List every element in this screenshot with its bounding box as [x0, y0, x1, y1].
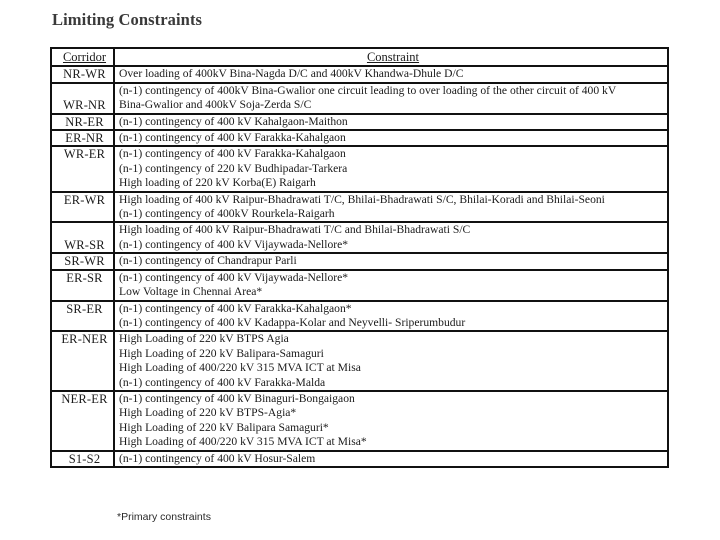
footnote: *Primary constraints — [117, 511, 211, 523]
constraint-cell — [114, 192, 668, 223]
constraint-line: (n-1) contingency of 400 kV Kadappa-Kolar and Neyvelli- Sriperumbudur — [119, 315, 466, 329]
table-row — [51, 451, 668, 467]
corridor-label: NER-ER — [61, 391, 108, 406]
constraint-line: High Loading of 220 kV Balipara Samaguri* — [119, 420, 329, 434]
corridor-cell — [51, 451, 114, 467]
constraint-line: High Loading of 220 kV BTPS-Agia* — [119, 406, 297, 420]
constraint-line: (n-1) contingency of 400 kV Farakka-Kahalgaon — [119, 131, 346, 145]
constraints-table-body — [51, 66, 668, 467]
corridor-label: NR-WR — [63, 67, 106, 82]
table-row — [51, 301, 668, 332]
constraint-cell — [114, 66, 668, 82]
table-row — [51, 83, 668, 114]
constraint-line: Over loading of 400kV Bina-Nagda D/C and 400kV Khandwa-Dhule D/C — [119, 67, 464, 81]
constraint-line: High loading of 220 kV Korba(E) Raigarh — [119, 176, 316, 190]
table-row — [51, 253, 668, 269]
table-row — [51, 114, 668, 130]
constraint-line: High Loading of 220 kV BTPS Agia — [119, 332, 289, 346]
corridor-cell — [51, 66, 114, 82]
corridor-cell — [51, 114, 114, 130]
constraint-line: (n-1) contingency of 400 kV Farakka-Kahalgaon — [119, 147, 346, 161]
constraint-line: (n-1) contingency of 400kV Rourkela-Raigarh — [119, 207, 335, 221]
corridor-label: SR-ER — [66, 301, 103, 316]
constraint-line: (n-1) contingency of 400 kV Binaguri-Bongaigaon — [119, 391, 355, 405]
corridor-cell — [51, 301, 114, 332]
constraint-column-header: Constraint — [114, 48, 668, 66]
constraint-line: (n-1) contingency of 400 kV Hosur-Salem — [119, 451, 316, 465]
table-row — [51, 192, 668, 223]
constraint-cell — [114, 130, 668, 146]
constraint-line: High loading of 400 kV Raipur-Bhadrawati T/C, Bhilai-Bhadrawati S/C, Bhilai-Koradi and Bhilai-Seoni — [119, 192, 605, 206]
constraint-cell — [114, 391, 668, 451]
corridor-cell — [51, 222, 114, 253]
constraint-line: High Loading of 220 kV Balipara-Samaguri — [119, 346, 324, 360]
page-title: Limiting Constraints — [52, 10, 203, 29]
constraint-line: (n-1) contingency of Chandrapur Parli — [119, 254, 297, 268]
constraint-line: (n-1) contingency of 400 kV Vijaywada-Nellore* — [119, 237, 349, 251]
corridor-cell — [51, 391, 114, 451]
constraint-cell — [114, 146, 668, 191]
corridor-cell — [51, 270, 114, 301]
corridor-label: NR-ER — [65, 114, 104, 129]
constraint-line: High Loading of 400/220 kV 315 MVA ICT at Misa — [119, 361, 361, 375]
corridor-label: S1-S2 — [68, 451, 101, 466]
corridor-cell — [51, 130, 114, 146]
constraint-cell — [114, 301, 668, 332]
constraint-line: (n-1) contingency of 400 kV Vijaywada-Nellore* — [119, 270, 349, 284]
table-row — [51, 270, 668, 301]
constraint-cell — [114, 270, 668, 301]
constraint-line: (n-1) contingency of 400 kV Farakka-Malda — [119, 375, 326, 389]
table-header-row — [51, 48, 668, 66]
constraint-line: (n-1) contingency of 400kV Bina-Gwalior one circuit leading to over loading of the other circuit of 400 kV — [119, 83, 617, 97]
constraints-table — [50, 47, 669, 468]
corridor-cell — [51, 192, 114, 223]
constraint-line: Bina-Gwalior and 400kV Soja-Zerda S/C — [119, 98, 312, 112]
table-row — [51, 66, 668, 82]
corridor-cell — [51, 83, 114, 114]
table-row — [51, 331, 668, 391]
corridor-label: WR-SR — [64, 237, 105, 252]
constraint-cell — [114, 451, 668, 467]
corridor-label: ER-WR — [63, 192, 106, 207]
corridor-label: WR-NR — [63, 98, 106, 113]
corridor-label: ER-SR — [66, 270, 103, 285]
constraint-cell — [114, 253, 668, 269]
constraint-line: (n-1) contingency of 220 kV Budhipadar-Tarkera — [119, 161, 348, 175]
table-row — [51, 130, 668, 146]
corridor-label: SR-WR — [64, 254, 105, 269]
constraint-cell — [114, 222, 668, 253]
corridor-label: ER-NER — [61, 332, 108, 347]
constraint-cell — [114, 331, 668, 391]
table-row — [51, 146, 668, 191]
corridor-column-header: Corridor — [51, 48, 114, 66]
corridor-cell — [51, 146, 114, 191]
corridor-cell — [51, 331, 114, 391]
corridor-cell — [51, 253, 114, 269]
table-row — [51, 391, 668, 451]
constraint-line: High Loading of 400/220 kV 315 MVA ICT at Misa* — [119, 435, 367, 449]
constraint-line: High loading of 400 kV Raipur-Bhadrawati T/C and Bhilai-Bhadrawati S/C — [119, 223, 471, 237]
constraint-cell — [114, 114, 668, 130]
corridor-label: WR-ER — [63, 147, 106, 162]
corridor-label: ER-NR — [65, 131, 104, 146]
constraint-line: (n-1) contingency of 400 kV Farakka-Kahalgaon* — [119, 301, 352, 315]
constraint-line: Low Voltage in Chennai Area* — [119, 285, 263, 299]
table-row — [51, 222, 668, 253]
constraint-line: (n-1) contingency of 400 kV Kahalgaon-Maithon — [119, 114, 348, 128]
constraint-cell — [114, 83, 668, 114]
